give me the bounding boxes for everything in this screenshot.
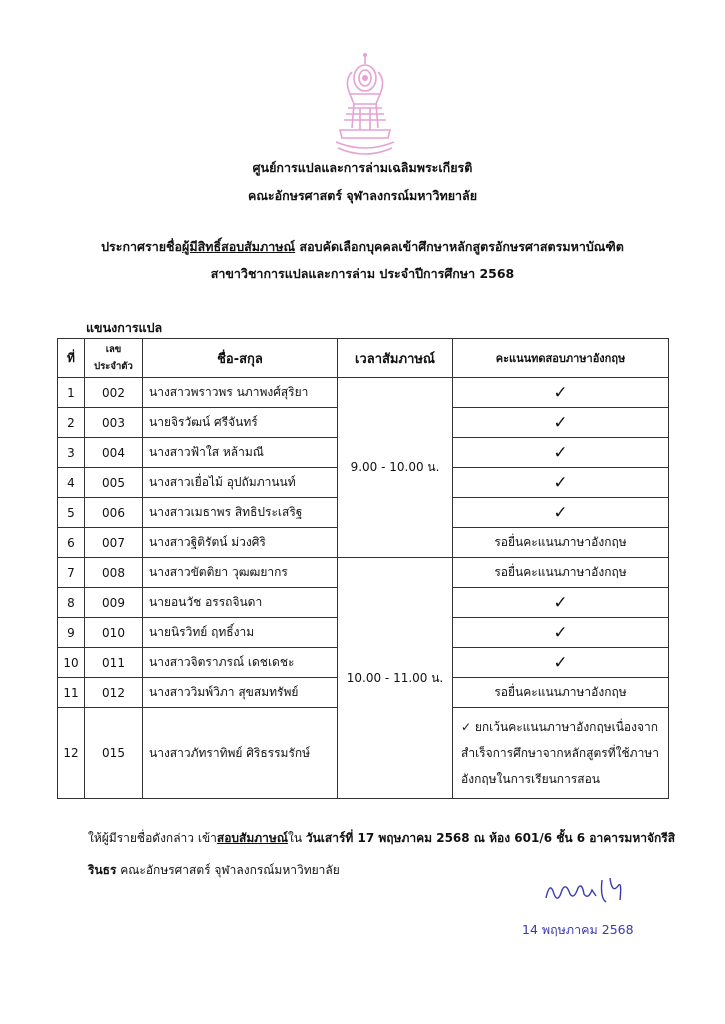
row-no: 2	[58, 408, 85, 438]
row-name: นางสาวจิตราภรณ์ เดชเดชะ	[143, 648, 338, 678]
announcement-title	[0, 237, 725, 257]
row-no: 12	[58, 708, 85, 799]
row-no: 4	[58, 468, 85, 498]
row-id: 009	[85, 588, 143, 618]
row-no: 8	[58, 588, 85, 618]
row-no: 7	[58, 558, 85, 588]
row-name: นางสาวฟ้าใส หล้ามณี	[143, 438, 338, 468]
handwritten-signature	[540, 870, 630, 910]
row-id: 012	[85, 678, 143, 708]
table-header-row	[58, 339, 669, 378]
row-score-check-icon: ✓	[453, 438, 669, 468]
announcement-post: สอบคัดเลือกบุคคลเข้าศึกษาหลักสูตรอักษรศาสตรมหาบัณฑิต	[295, 239, 624, 254]
header-id	[85, 339, 143, 378]
section-title: แขนงการแปล	[86, 320, 163, 335]
row-no: 5	[58, 498, 85, 528]
row-no: 10	[58, 648, 85, 678]
row-score-pending: รอยื่นคะแนนภาษาอังกฤษ	[453, 678, 669, 708]
header-no: ที่	[58, 339, 85, 378]
row-id: 002	[85, 378, 143, 408]
notice-part1: ให้ผู้มีรายชื่อดังกล่าว เข้า	[88, 831, 217, 845]
row-name: นางสาวฐิติรัตน์ ม่วงศิริ	[143, 528, 338, 558]
row-name: นางสาวเยื่อไม้ อุปถัมภานนท์	[143, 468, 338, 498]
row-score-check-icon: ✓	[453, 378, 669, 408]
row-score-check-icon: ✓	[453, 408, 669, 438]
row-name: นางสาววิมพ์วิภา สุขสมทรัพย์	[143, 678, 338, 708]
row-score-check-icon: ✓	[453, 468, 669, 498]
row-id: 010	[85, 618, 143, 648]
notice-date-location: วันเสาร์ที่ 17 พฤษภาคม 2568 ณ ห้อง 601/6 ชั้น 6 อาคารมหาจักรีสิรินธร	[88, 831, 676, 877]
row-no: 11	[58, 678, 85, 708]
row-name: นางสาวเมธาพร สิทธิประเสริฐ	[143, 498, 338, 528]
faculty-name: คณะอักษรศาสตร์ จุฬาลงกรณ์มหาวิทยาลัย	[247, 188, 478, 203]
row-id: 011	[85, 648, 143, 678]
row-name: นายอนวัช อรรถจินดา	[143, 588, 338, 618]
row-score-check-icon: ✓	[453, 618, 669, 648]
header-score: คะแนนทดสอบภาษาอังกฤษ	[453, 339, 669, 378]
notice-part2: สอบสัมภาษณ์	[216, 831, 288, 845]
row-name: นางสาวขัตติยา วุฒฒยากร	[143, 558, 338, 588]
university-seal-icon	[330, 50, 400, 160]
row-id: 007	[85, 528, 143, 558]
signature-date: 14 พฤษภาคม 2568	[522, 922, 634, 937]
row-no: 3	[58, 438, 85, 468]
notice-part3: ใน	[287, 831, 306, 845]
row-score-check-icon: ✓	[453, 498, 669, 528]
header-name: ชื่อ-สกุล	[143, 339, 338, 378]
announcement-pre: ประกาศรายชื่อ	[101, 239, 183, 254]
row-id: 004	[85, 438, 143, 468]
row-score-pending: รอยื่นคะแนนภาษาอังกฤษ	[453, 528, 669, 558]
header-time: เวลาสัมภาษณ์	[338, 339, 453, 378]
announcement-subtitle: สาขาวิชาการแปลและการล่าม ประจำปีการศึกษา 2568	[210, 266, 515, 281]
table-row	[58, 558, 669, 588]
table-row	[58, 378, 669, 408]
row-score-exempt-note: ✓ ยกเว้นคะแนนภาษาอังกฤษเนื่องจากสำเร็จการศึกษาจากหลักสูตรที่ใช้ภาษาอังกฤษในการเรียนการสอน	[453, 708, 669, 799]
notice-part5: คณะอักษรศาสตร์ จุฬาลงกรณ์มหาวิทยาลัย	[116, 863, 340, 877]
center-name: ศูนย์การแปลและการล่ามเฉลิมพระเกียรติ	[252, 160, 473, 175]
row-no: 1	[58, 378, 85, 408]
announcement-underlined: ผู้มีสิทธิ์สอบสัมภาษณ์	[182, 239, 296, 254]
time-slot-2: 10.00 - 11.00 น.	[338, 558, 453, 799]
row-name: นางสาวภัทราทิพย์ ศิริธรรมรักษ์	[143, 708, 338, 799]
row-id: 015	[85, 708, 143, 799]
row-id: 003	[85, 408, 143, 438]
row-no: 9	[58, 618, 85, 648]
time-slot-1: 9.00 - 10.00 น.	[338, 378, 453, 558]
row-score-check-icon: ✓	[453, 588, 669, 618]
row-name: นายนิรวิทย์ ฤทธิ์งาม	[143, 618, 338, 648]
row-id: 006	[85, 498, 143, 528]
header-id-line2: ประจำตัว	[94, 361, 133, 372]
row-id: 005	[85, 468, 143, 498]
row-score-check-icon: ✓	[453, 648, 669, 678]
row-name: นางสาวพราวพร นภาพงศ์สุริยา	[143, 378, 338, 408]
candidate-table	[57, 338, 669, 799]
header-id-line1: เลข	[105, 344, 122, 355]
row-score-pending: รอยื่นคะแนนภาษาอังกฤษ	[453, 558, 669, 588]
row-no: 6	[58, 528, 85, 558]
row-id: 008	[85, 558, 143, 588]
row-name: นายจิรวัฒน์ ศรีจันทร์	[143, 408, 338, 438]
